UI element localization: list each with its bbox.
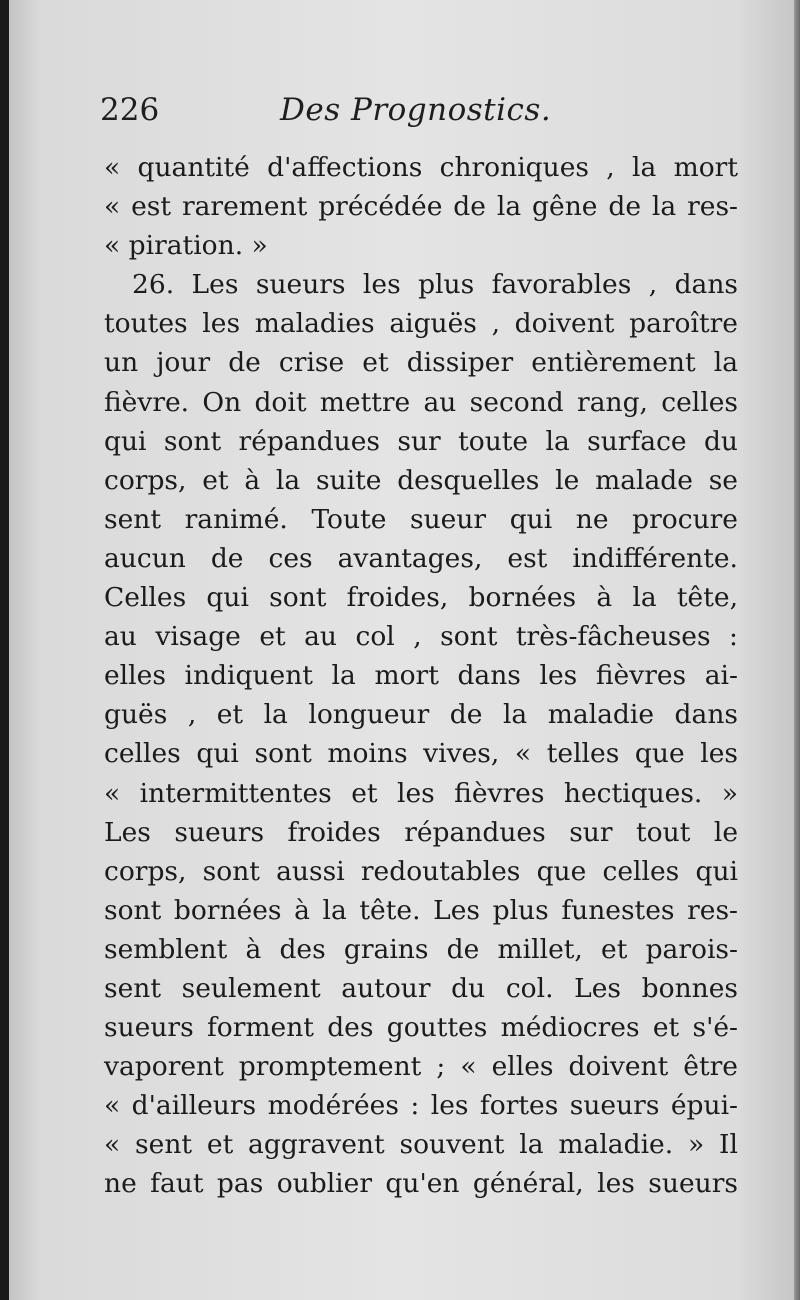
text-line: au visage et au col , sont très-fâcheuses : xyxy=(104,621,738,653)
text-line: sueurs forment des gouttes médiocres et s'é- xyxy=(104,1012,738,1044)
text-line: Celles qui sont froides, bornées à la tête, xyxy=(104,582,738,614)
text-line: corps, et à la suite desquelles le malade se xyxy=(104,464,738,496)
body-text xyxy=(104,148,738,1204)
text-line: Les sueurs froides répandues sur tout le xyxy=(104,816,738,848)
text-line: « quantité d'affections chroniques , la mort xyxy=(104,152,738,183)
text-line: sent ranimé. Toute sueur qui ne procure xyxy=(104,503,738,535)
text-line: elles indiquent la mort dans les fièvres ai- xyxy=(104,660,738,692)
running-title: Des Prognostics. xyxy=(280,92,552,128)
text-line: « sent et aggravent souvent la maladie. » Il xyxy=(104,1129,738,1161)
text-line: guës , et la longueur de la maladie dans xyxy=(104,699,738,731)
text-line: « d'ailleurs modérées : les fortes sueurs épui- xyxy=(104,1090,738,1122)
text-line: « est rarement précédée de la gêne de la res- xyxy=(104,191,738,223)
text-line: « piration. » xyxy=(104,230,268,262)
paragraph-start-line: 26. Les sueurs les plus favorables , dans xyxy=(132,269,738,301)
text-line: vaporent promptement ; « elles doivent être xyxy=(104,1051,738,1083)
page-right-edge xyxy=(794,0,800,1300)
text-line: corps, sont aussi redoutables que celles qui xyxy=(104,855,738,887)
text-line: « intermittentes et les fièvres hectiques. » xyxy=(104,777,738,809)
text-line: sent seulement autour du col. Les bonnes xyxy=(104,972,738,1004)
page-header xyxy=(100,92,660,142)
text-line: sont bornées à la tête. Les plus funestes res- xyxy=(104,894,738,926)
page-left-shadow xyxy=(0,0,9,1300)
text-line: semblent à des grains de millet, et parois- xyxy=(104,933,738,965)
text-line: ne faut pas oublier qu'en général, les sueurs xyxy=(104,1168,738,1200)
text-line: celles qui sont moins vives, « telles que les xyxy=(104,738,738,770)
text-line: fièvre. On doit mettre au second rang, celles xyxy=(104,386,738,418)
text-line: toutes les maladies aiguës , doivent paroître xyxy=(104,308,738,340)
text-line: qui sont répandues sur toute la surface du xyxy=(104,425,738,457)
text-line: aucun de ces avantages, est indifférente. xyxy=(104,542,738,574)
text-line: un jour de crise et dissiper entièrement la xyxy=(104,347,738,379)
page-number: 226 xyxy=(100,92,160,128)
